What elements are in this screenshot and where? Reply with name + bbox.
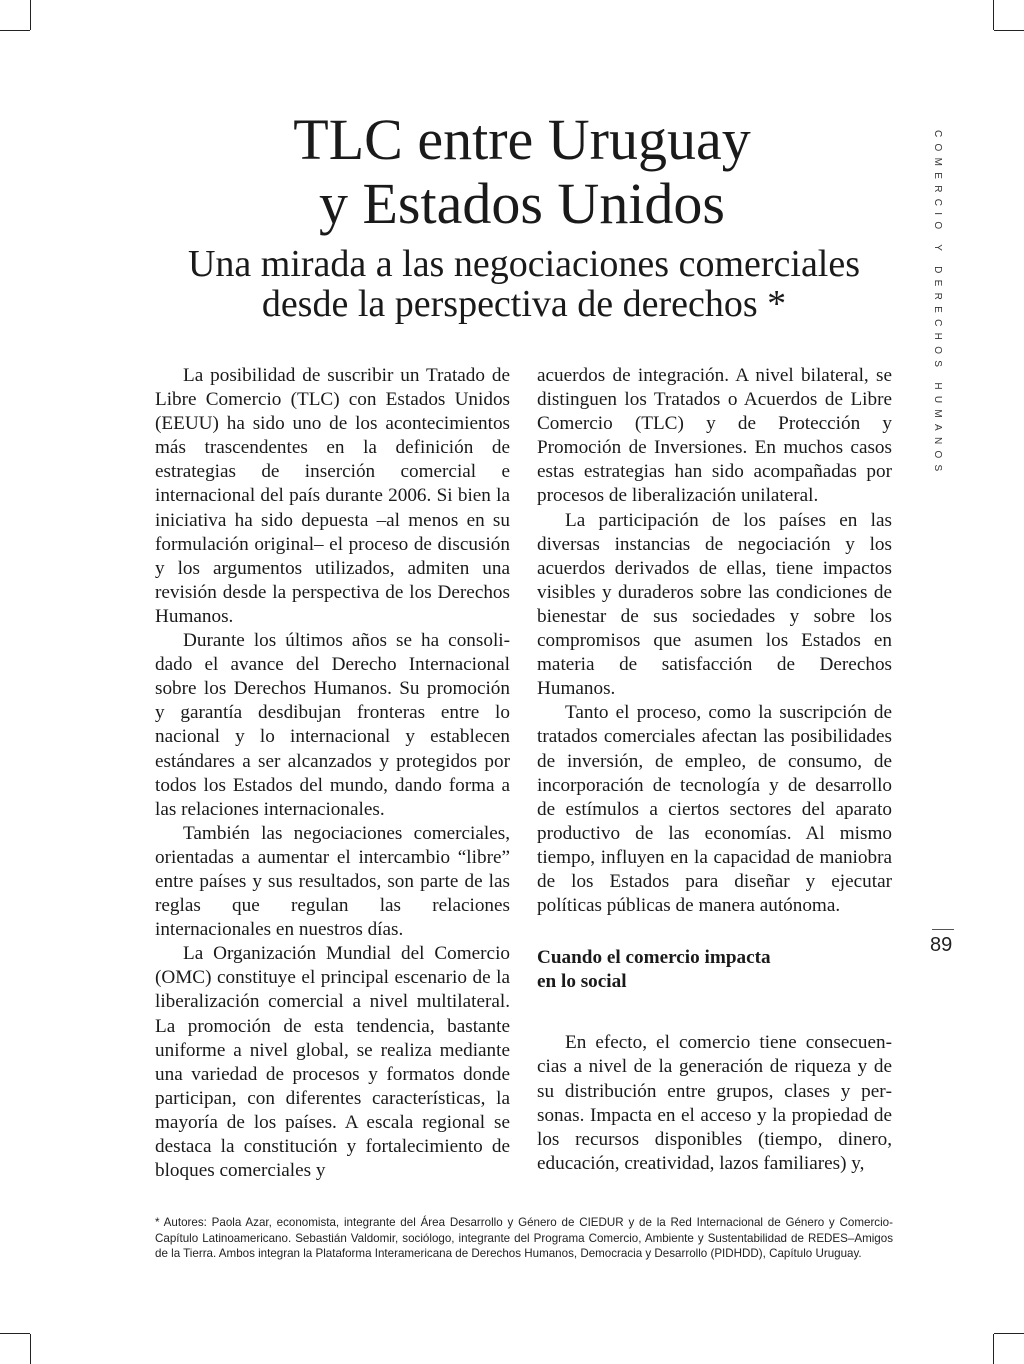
paragraph: La posibilidad de suscribir un Tratado de Libre Comercio (TLC) con Estados Unidos (EEUU) ha sido uno de los acontecimientos más trascendentes en la definición de estrategias de inserción comercial e internacional del país durante 2006. Si bien la iniciativa ha sido depuesta –al menos en su formulación original– el proceso de discusión y los argumentos utilizados, admiten una revisión desde la perspectiva de los Derechos Humanos. (155, 365, 510, 627)
paragraph: Tanto el proceso, como la suscripción de tratados comerciales afectan las posibilidades de inversión, de empleo, de consumo, de incorporación de tecnología y de desarrollo de estímulos a ciertos sectores del aparato productivo de las economías. Al mismo tiempo, influyen en la capacidad de maniobra de los Estados para diseñar y ejecutar políticas públicas de manera autónoma. (537, 702, 892, 917)
section-heading (537, 946, 892, 994)
crop-mark-bottom-right (994, 1333, 1024, 1334)
page-number: 89 (930, 934, 953, 956)
subtitle-line-2: desde la perspectiva de derechos * (261, 283, 787, 325)
crop-mark-bottom-left (0, 1333, 30, 1334)
paragraph: También las negociaciones comerciales, orientadas a aumentar el intercambio “libre” entre países y sus resultados, son parte de las reglas que regulan las relaciones internacionales en nuestros días. (155, 822, 510, 941)
left-column (155, 364, 510, 1183)
paragraph: acuerdos de integración. A nivel bilateral, se distinguen los Tratados o Acuerdos de Libre Comercio (TLC) y de Protección y Promoción de Inversiones. En muchos casos estas estrategias han sido acompañadas por procesos de liberalización unilateral. (537, 365, 892, 507)
section-heading-line-2: en lo social (537, 971, 627, 993)
crop-mark-top-right (993, 0, 994, 30)
paragraph: La Organización Mundial del Comercio (OMC) constituye el principal escenario de la liberalización comercial a nivel multilateral. La promoción de esta tendencia, bastante uniforme a nivel global, se realiza mediante una variedad de procesos y formatos donde participan, con diferentes características, la mayoría de los países. A escala regional se destaca la constitución y fortalecimiento de bloques comerciales y (155, 943, 510, 1182)
running-head: COMERCIO Y DERECHOS HUMANOS (932, 130, 943, 478)
subtitle-line-1: Una mirada a las negociaciones comerciales (187, 243, 861, 285)
title-line-1: TLC entre Uruguay (293, 107, 751, 172)
page-number-rule (932, 929, 954, 930)
crop-mark-top-left (0, 30, 30, 31)
crop-mark-top-left (30, 0, 31, 30)
crop-mark-top-right (994, 30, 1024, 31)
article-title (160, 108, 884, 236)
crop-mark-bottom-right (993, 1334, 994, 1364)
paragraph: Durante los últimos años se ha consolidado el avance del Derecho Internacional sobre los Derechos Humanos. Su promoción y garantía desdibujan fronteras entre lo nacional y lo internacional y establecen estándares a ser alcanzados y protegidos por todos los Estados del mundo, dando forma a las relaciones internacionales. (155, 630, 510, 820)
paragraph: La participación de los países en las diversas instancias de negociación y los acuerdos derivados de ellas, tiene impactos visibles y duraderos sobre las condiciones de bienestar de sus sociedades y sobre los compromisos que asumen los Estados en materia de satisfacción de Derechos Humanos. (537, 509, 892, 700)
paragraph: En efecto, el comercio tiene consecuencias a nivel de la generación de riqueza y de su distribución entre grupos, clases y personas. Impacta en el acceso y la propiedad de los recursos disponibles (tiempo, dinero, educación, creatividad, lazos familiares) y, (537, 1032, 892, 1174)
section-heading-line-1: Cuando el comercio impacta (537, 947, 771, 969)
article-subtitle (150, 244, 898, 324)
crop-mark-bottom-left (30, 1334, 31, 1364)
right-column (537, 364, 892, 1176)
footnote: * Autores: Paola Azar, economista, integrante del Área Desarrollo y Género de CIEDUR y de la Red Internacional de Género y Comercio-Capítulo Latinoamericano. Sebastián Valdomir, sociólogo, integrante del Programa Comercio, Ambiente y Sustentabilidad de REDES–Amigos de la Tierra. Ambos integran la Plataforma Interamericana de Derechos Humanos, Democracia y Desarrollo (PIDHDD), Capítulo Uruguay. (155, 1216, 893, 1261)
title-line-2: y Estados Unidos (319, 171, 725, 236)
